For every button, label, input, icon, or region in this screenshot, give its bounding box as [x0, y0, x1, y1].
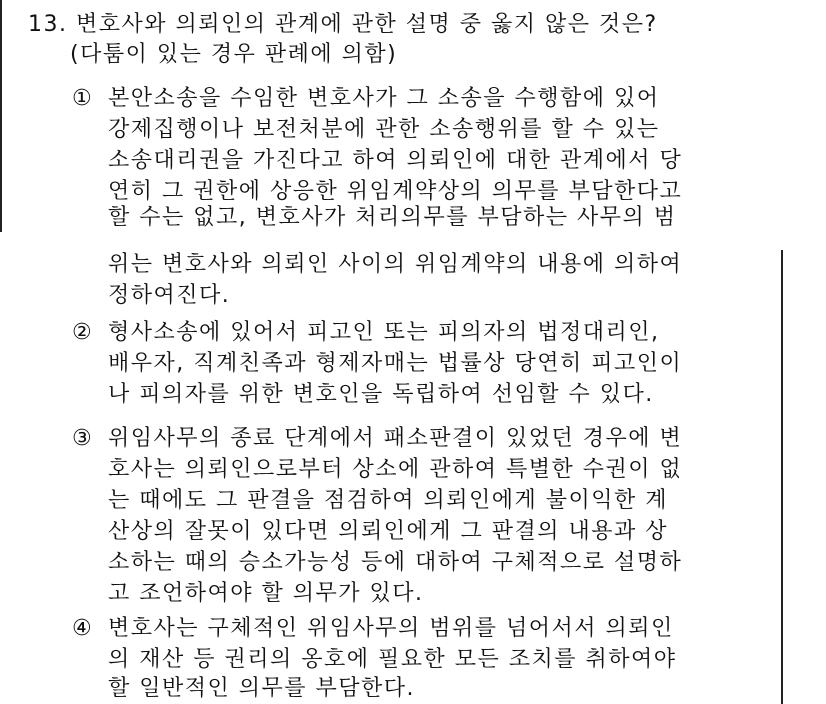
option-line: 할 수는 없고, 변호사가 처리의무를 부담하는 사무의 범: [108, 205, 677, 230]
option-line: 소하는 때의 승소가능성 등에 대하여 구체적으로 설명하: [108, 550, 683, 575]
option-line: 의 재산 등 권리의 옹호에 필요한 모든 조치를 취하여야: [108, 647, 677, 672]
option-line: 할 일반적인 의무를 부담한다.: [108, 676, 415, 701]
option-line: 나 피의자를 위한 변호인을 독립하여 선임할 수 있다.: [108, 382, 654, 407]
option-line: 배우자, 직계친족과 형제자매는 법률상 당연히 피고인이: [108, 351, 683, 376]
option-line: 연히 그 권한에 상응한 위임계약상의 의무를 부담한다고: [108, 179, 683, 204]
option-line: 변호사는 구체적인 위임사무의 범위를 넘어서서 의뢰인: [108, 616, 674, 641]
option-line: 위임사무의 종료 단계에서 패소판결이 있었던 경우에 변: [108, 426, 683, 451]
option-marker: ④: [72, 616, 92, 641]
question-title: 13. 변호사와 의뢰인의 관계에 관한 설명 중 옳지 않은 것은?: [28, 12, 658, 37]
question-subtitle: (다툼이 있는 경우 판례에 의함): [70, 42, 398, 67]
option-marker: ②: [72, 320, 92, 345]
option-line: 호사는 의뢰인으로부터 상소에 관하여 특별한 수권이 없: [108, 457, 683, 482]
option-line: 정하여진다.: [108, 283, 231, 308]
option-line: 고 조언하여야 할 의무가 있다.: [108, 581, 424, 606]
option-marker: ③: [72, 426, 92, 451]
right-border-line: [781, 250, 783, 704]
option-line: 소송대리권을 가진다고 하여 의뢰인에 대한 관계에서 당: [108, 148, 683, 173]
option-line: 강제집행이나 보전처분에 관한 소송행위를 할 수 있는: [108, 117, 660, 142]
option-marker: ①: [72, 86, 92, 111]
option-line: 는 때에도 그 판결을 점검하여 의뢰인에게 불이익한 계: [108, 488, 668, 513]
option-line: 산상의 잘못이 있다면 의뢰인에게 그 판결의 내용과 상: [108, 519, 668, 544]
left-border-line: [0, 0, 2, 232]
option-line: 형사소송에 있어서 피고인 또는 피의자의 법정대리인,: [108, 320, 660, 345]
option-line: 본안소송을 수임한 변호사가 그 소송을 수행함에 있어: [108, 86, 660, 111]
option-line: 위는 변호사와 의뢰인 사이의 위임계약의 내용에 의하여: [108, 252, 683, 277]
